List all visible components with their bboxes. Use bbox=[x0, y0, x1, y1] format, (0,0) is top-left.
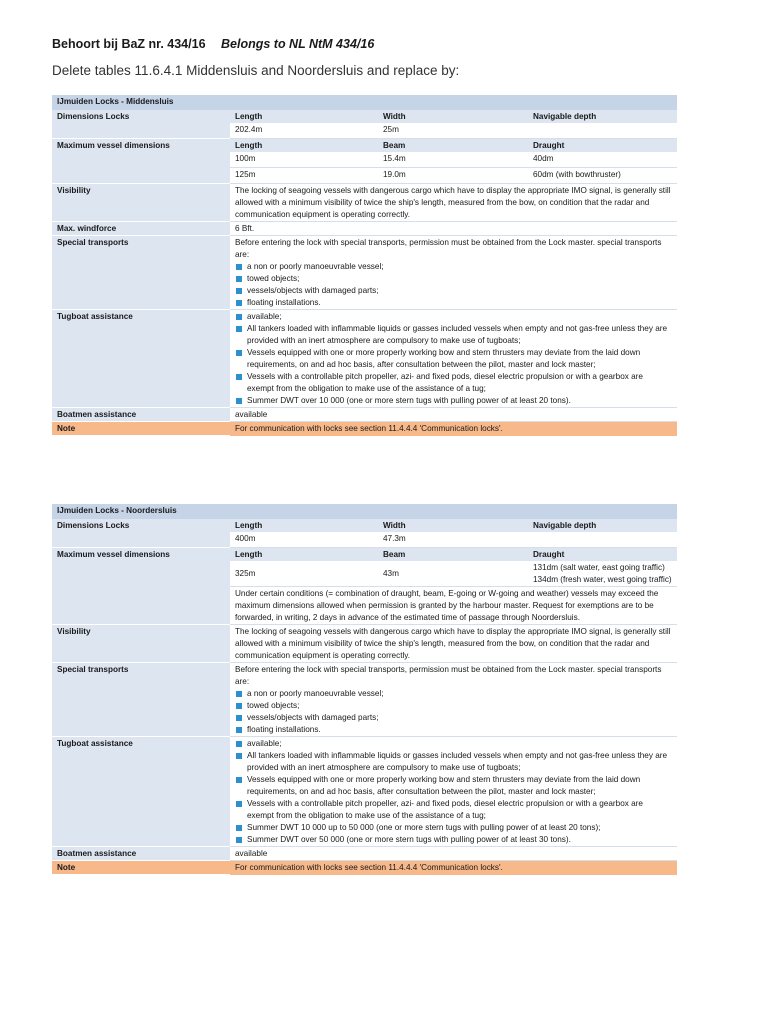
windforce-value: 6 Bft. bbox=[230, 222, 677, 236]
list-item: a non or poorly manoeuvrable vessel; bbox=[235, 688, 672, 700]
list-item: Vessels equipped with one or more properly working bow and stern thrusters may deviate from the laid down requirements, on and ad hoc basis, after consultation between the pilot, master and lock master; bbox=[235, 774, 672, 798]
list-item: towed objects; bbox=[235, 273, 672, 285]
heading-title-english: Belongs to NL NtM 434/16 bbox=[221, 37, 375, 51]
vessel-header-draught: Draught bbox=[528, 548, 677, 562]
table-title: IJmuiden Locks - Middensluis bbox=[52, 95, 677, 110]
list-item: vessels/objects with damaged parts; bbox=[235, 712, 672, 724]
dim-length-value: 202.4m bbox=[230, 123, 378, 139]
list-item: towed objects; bbox=[235, 700, 672, 712]
dim-width-value: 25m bbox=[378, 123, 528, 139]
vessel-header-draught: Draught bbox=[528, 139, 677, 153]
list-item: Vessels with a controllable pitch propeller, azi- and fixed pods, diesel electric propulsion or with a gearbox are exempt from the obligation to make use of the assistance of a tug; bbox=[235, 798, 672, 822]
draught-salt-water: 131dm (salt water, east going traffic) bbox=[533, 563, 665, 572]
vessel-header-length: Length bbox=[230, 548, 378, 562]
noordersluis-table bbox=[52, 504, 677, 875]
special-transports-label: Special transports bbox=[52, 663, 230, 737]
dim-header-length: Length bbox=[230, 110, 378, 123]
tugboat-assistance-label: Tugboat assistance bbox=[52, 310, 230, 408]
dim-header-width: Width bbox=[378, 519, 528, 532]
note-text: For communication with locks see section 11.4.4.4 'Communication locks'. bbox=[230, 861, 677, 875]
special-transports-cell bbox=[230, 663, 677, 737]
list-item: floating installations. bbox=[235, 724, 672, 736]
dim-depth-value bbox=[528, 532, 677, 548]
note-text: For communication with locks see section 11.4.4.4 'Communication locks'. bbox=[230, 422, 677, 436]
list-item: Vessels with a controllable pitch propeller, azi- and fixed pods, diesel electric propulsion or with a gearbox are exempt from the obligation to make use of the assistance of a tug; bbox=[235, 371, 672, 395]
draught-fresh-water: 134dm (fresh water, west going traffic) bbox=[533, 575, 672, 584]
boatmen-assistance-value: available bbox=[230, 847, 677, 861]
boatmen-assistance-value: available bbox=[230, 408, 677, 422]
note-label: Note bbox=[52, 861, 230, 875]
dim-depth-value bbox=[528, 123, 677, 139]
tugboat-assistance-cell bbox=[230, 737, 677, 847]
windforce-label: Max. windforce bbox=[52, 222, 230, 236]
vessel-beam-value: 15.4m bbox=[378, 152, 528, 168]
special-transports-intro: Before entering the lock with special transports, permission must be obtained from the Lock master. special transports are: bbox=[235, 238, 662, 259]
table-title: IJmuiden Locks - Noordersluis bbox=[52, 504, 677, 519]
note-label: Note bbox=[52, 422, 230, 436]
vessel-dimensions-label: Maximum vessel dimensions bbox=[52, 139, 230, 184]
list-item: Summer DWT over 50 000 (one or more stern tugs with pulling power of at least 30 tons). bbox=[235, 834, 672, 846]
vessel-header-length: Length bbox=[230, 139, 378, 153]
vessel-header-beam: Beam bbox=[378, 548, 528, 562]
list-item: floating installations. bbox=[235, 297, 672, 309]
vessel-length-value: 100m bbox=[230, 152, 378, 168]
list-item: Summer DWT 10 000 up to 50 000 (one or more stern tugs with pulling power of at least 20 tons); bbox=[235, 822, 672, 834]
boatmen-assistance-label: Boatmen assistance bbox=[52, 408, 230, 422]
vessel-draught-value: 40dm bbox=[528, 152, 677, 168]
list-item: Vessels equipped with one or more properly working bow and stern thrusters may deviate from the laid down requirements, on and ad hoc basis, after consultation between the pilot, master and lock master; bbox=[235, 347, 672, 371]
vessel-beam-value: 19.0m bbox=[378, 168, 528, 184]
dim-header-depth: Navigable depth bbox=[528, 110, 677, 123]
list-item: All tankers loaded with inflammable liquids or gasses included vessels when empty and not gas-free unless they are provided with an inert atmosphere are compulsory to make use of tugboats; bbox=[235, 750, 672, 774]
list-item: available; bbox=[235, 311, 672, 323]
dimensions-label: Dimensions Locks bbox=[52, 519, 230, 548]
dim-header-length: Length bbox=[230, 519, 378, 532]
dimensions-label: Dimensions Locks bbox=[52, 110, 230, 139]
dim-width-value: 47.3m bbox=[378, 532, 528, 548]
special-transports-label: Special transports bbox=[52, 236, 230, 310]
special-transports-intro: Before entering the lock with special transports, permission must be obtained from the Lock master. special transports are: bbox=[235, 665, 662, 686]
heading-title: Behoort bij BaZ nr. 434/16 bbox=[52, 37, 206, 51]
list-item: available; bbox=[235, 738, 672, 750]
special-transports-cell bbox=[230, 236, 677, 310]
vessel-dimensions-label: Maximum vessel dimensions bbox=[52, 548, 230, 625]
vessel-length-value: 125m bbox=[230, 168, 378, 184]
tugboat-list bbox=[235, 311, 672, 407]
page-subtitle: Delete tables 11.6.4.1 Middensluis and Noordersluis and replace by: bbox=[52, 63, 460, 78]
vessel-draught-value: 60dm (with bowthruster) bbox=[528, 168, 677, 184]
dim-header-depth: Navigable depth bbox=[528, 519, 677, 532]
vessel-header-beam: Beam bbox=[378, 139, 528, 153]
visibility-text: The locking of seagoing vessels with dangerous cargo which have to display the appropriate IMO signal, is generally still allowed with a minimum visibility of twice the ship's length, measured from the bow, on condition that the radar and communication equipment is operating correctly. bbox=[230, 184, 677, 222]
dim-length-value: 400m bbox=[230, 532, 378, 548]
tugboat-assistance-label: Tugboat assistance bbox=[52, 737, 230, 847]
dim-header-width: Width bbox=[378, 110, 528, 123]
list-item: Summer DWT over 10 000 (one or more stern tugs with pulling power of at least 20 tons). bbox=[235, 395, 672, 407]
special-transports-list bbox=[235, 688, 672, 736]
list-item: a non or poorly manoeuvrable vessel; bbox=[235, 261, 672, 273]
vessel-length-value: 325m bbox=[230, 561, 378, 587]
list-item: All tankers loaded with inflammable liquids or gasses included vessels when empty and not gas-free unless they are provided with an inert atmosphere are compulsory to make use of tugboats; bbox=[235, 323, 672, 347]
middensluis-table bbox=[52, 95, 677, 436]
visibility-text: The locking of seagoing vessels with dangerous cargo which have to display the appropriate IMO signal, is generally still allowed with a minimum visibility of twice the ship's length, measured from the bow, on condition that the radar and communication equipment is operating correctly. bbox=[230, 625, 677, 663]
vessel-draught-cell bbox=[528, 561, 677, 587]
list-item: vessels/objects with damaged parts; bbox=[235, 285, 672, 297]
vessel-exemption-note: Under certain conditions (= combination of draught, beam, E-going or W-going and weather) vessels may exceed the maximum dimensions allowed when permission is granted by the harbour master. Request for exemptions are to be forwarded, in writing, 2 days in advance of the estimated time of passage through Noordersluis. bbox=[230, 587, 677, 625]
visibility-label: Visibility bbox=[52, 184, 230, 222]
boatmen-assistance-label: Boatmen assistance bbox=[52, 847, 230, 861]
vessel-beam-value: 43m bbox=[378, 561, 528, 587]
tugboat-assistance-cell bbox=[230, 310, 677, 408]
page-heading bbox=[52, 37, 374, 51]
special-transports-list bbox=[235, 261, 672, 309]
tugboat-list bbox=[235, 738, 672, 846]
visibility-label: Visibility bbox=[52, 625, 230, 663]
